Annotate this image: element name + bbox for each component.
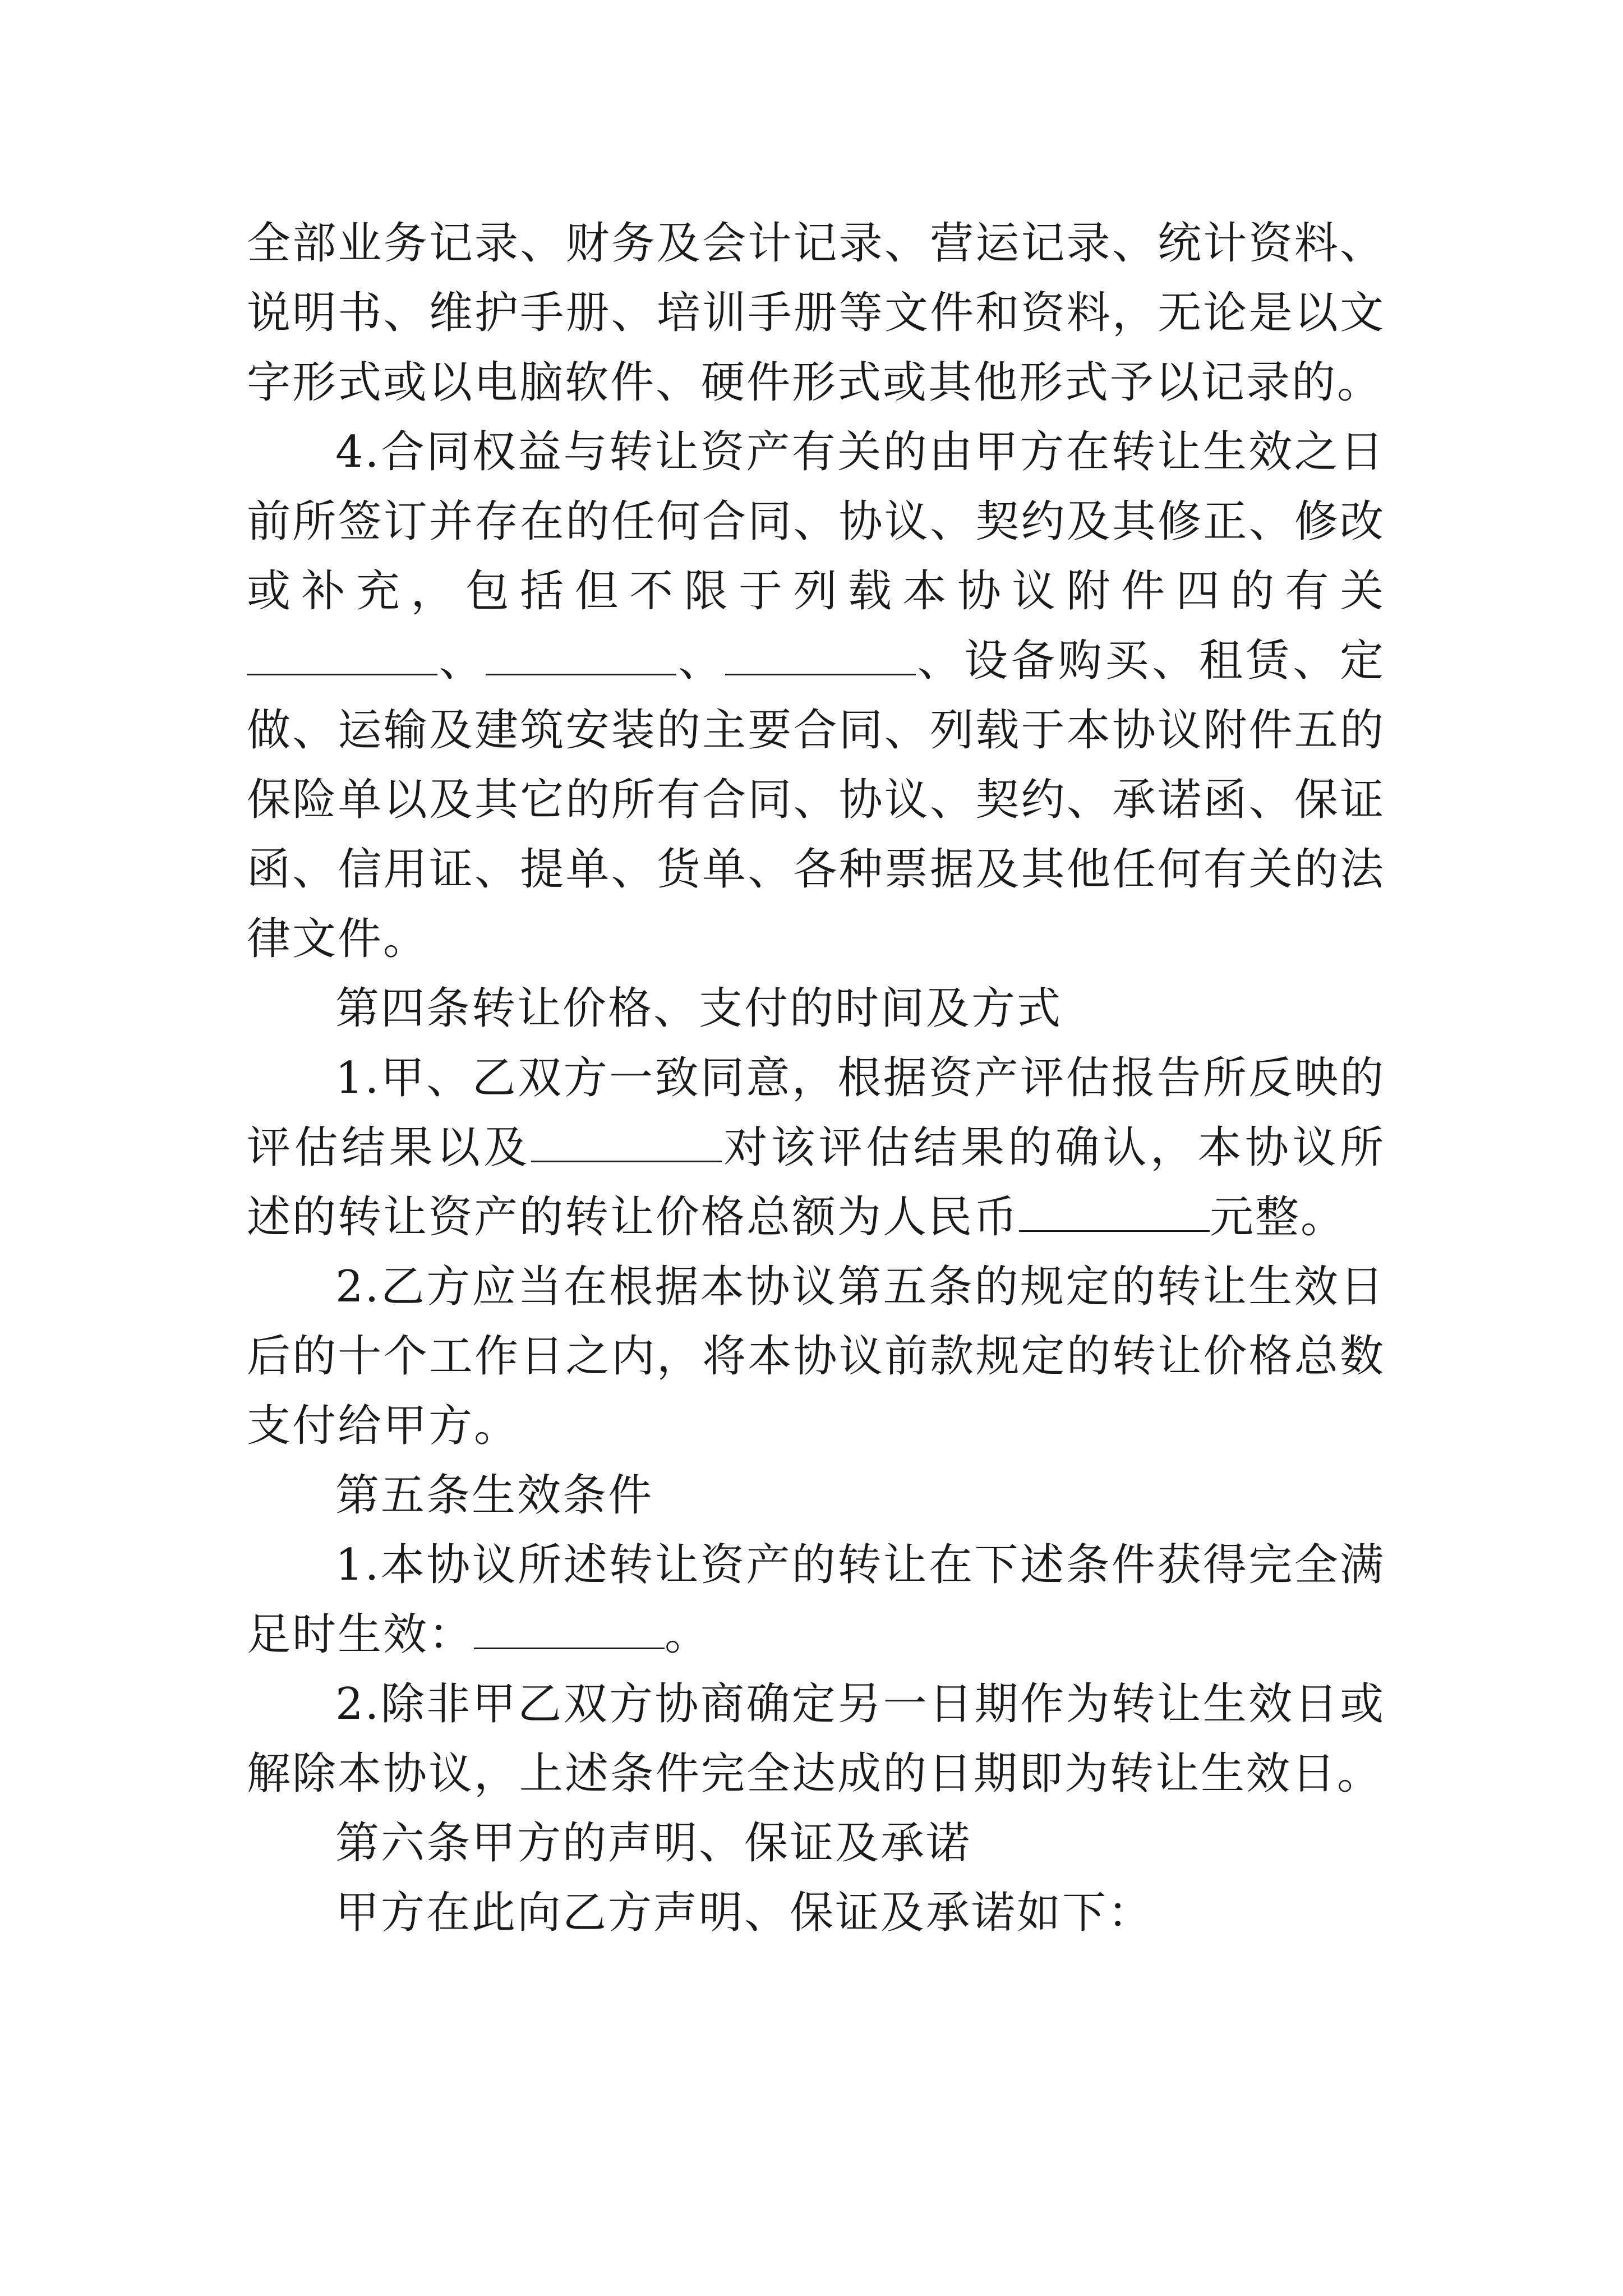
heading-article-4-text: 第四条转让价格、支付的时间及方式: [335, 983, 1063, 1034]
paragraph-declaration-text: 甲方在此向乙方声明、保证及承诺如下：: [335, 1888, 1154, 1938]
effective-condition-text-b: 。: [665, 1609, 711, 1660]
heading-article-5-text: 第五条生效条件: [335, 1470, 654, 1521]
paragraph-records: [247, 209, 1385, 417]
heading-article-5: [247, 1461, 1385, 1530]
paragraph-effective-condition: [247, 1530, 1385, 1669]
contract-rights-text-d: 、设备购买、租赁、定做、运输及建筑安装的主要合同、列载于本协议附件五的保险单以及其它的所有合同、协议、契约、承诺函、保证函、信用证、提单、货单、各种票据及其他任何有关的法律文件。: [247, 636, 1385, 964]
document-body: [247, 209, 1385, 1948]
paragraph-payment-text: 2.乙方应当在根据本协议第五条的规定的转让生效日后的十个工作日之内，将本协议前款规定的转让价格总数支付给甲方。: [247, 1262, 1385, 1451]
contract-rights-text-b: 、: [437, 636, 486, 686]
price-text-c: 元整。: [1210, 1192, 1347, 1243]
blank-field: [531, 1121, 722, 1162]
paragraph-price: [247, 1043, 1385, 1252]
blank-field: [474, 1608, 665, 1649]
heading-article-4: [247, 974, 1385, 1043]
heading-article-6-text: 第六条甲方的声明、保证及承诺: [335, 1818, 972, 1869]
heading-article-6: [247, 1809, 1385, 1878]
blank-field: [1019, 1191, 1210, 1232]
paragraph-payment: [247, 1252, 1385, 1461]
paragraph-effective-date: [247, 1669, 1385, 1809]
effective-condition-text-a: 1.本协议所述转让资产的转让在下述条件获得完全满足时生效：: [247, 1540, 1385, 1660]
contract-rights-text-c: 、: [676, 636, 725, 686]
blank-field: [725, 634, 916, 675]
price-text-a: 1.甲、乙双方一致同意，根据资产评估报告所反映的评估结果以及: [247, 1053, 1385, 1173]
paragraph-declaration: [247, 1878, 1385, 1948]
paragraph-effective-date-text: 2.除非甲乙双方协商确定另一日期作为转让生效日或解除本协议，上述条件完全达成的日期即为转让生效日。: [247, 1679, 1385, 1799]
blank-field: [486, 634, 676, 675]
paragraph-contract-rights: [247, 417, 1385, 974]
blank-field: [247, 634, 437, 675]
paragraph-records-text: 全部业务记录、财务及会计记录、营运记录、统计资料、说明书、维护手册、培训手册等文件和资料，无论是以文字形式或以电脑软件、硬件形式或其他形式予以记录的。: [247, 218, 1385, 408]
price-text-b: 对该评估结果的确认，本协议所述的转让资产的转让价格总额为人民币: [247, 1122, 1385, 1243]
contract-rights-text-a: 4.合同权益与转让资产有关的由甲方在转让生效之日前所签订并存在的任何合同、协议、契约及其修正、修改或补充，包括但不限于列载本协议附件四的有关: [247, 427, 1385, 616]
